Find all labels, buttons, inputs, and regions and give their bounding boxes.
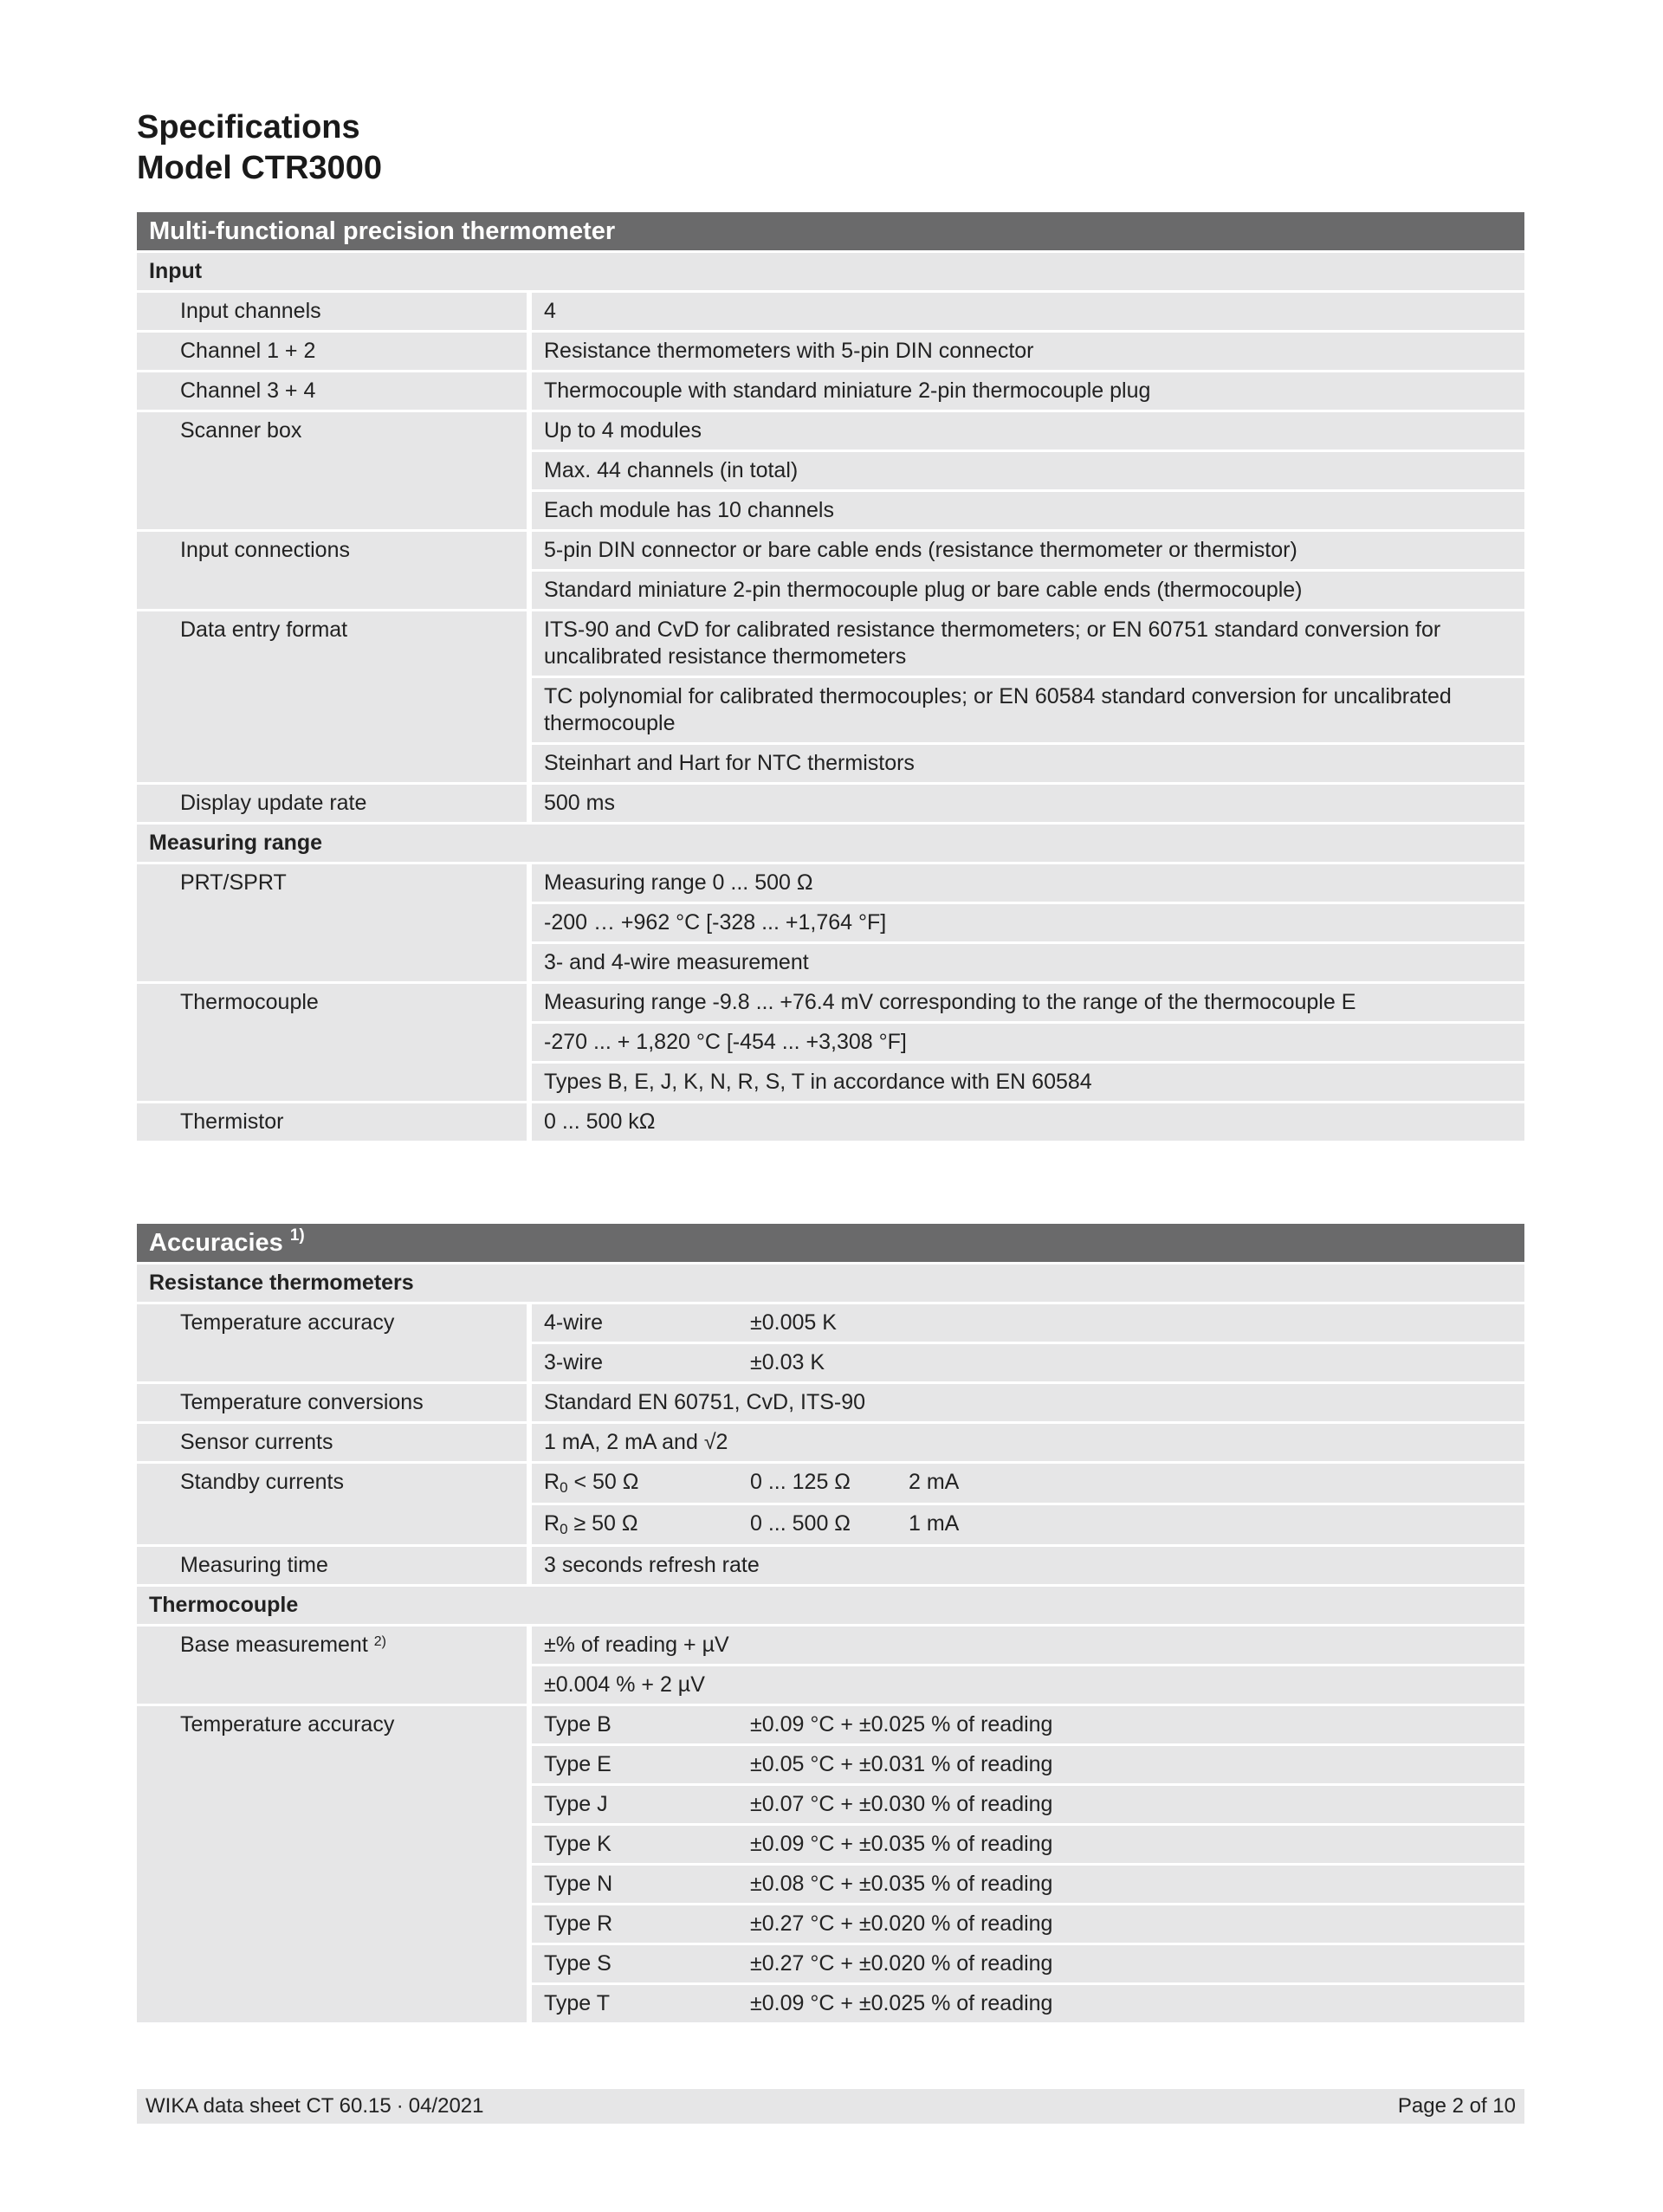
- title-specifications: Specifications: [137, 109, 360, 146]
- row-prt-sprt: [137, 864, 1524, 981]
- tc-type: Type E: [544, 1752, 611, 1776]
- label-thermistor: Thermistor: [137, 1103, 527, 1141]
- label-input-connections: Input connections: [137, 532, 527, 609]
- footnote-marker: 2): [373, 1634, 386, 1649]
- label-standby-currents: Standby currents: [137, 1464, 527, 1544]
- group-resistance-thermometers: Resistance thermometers: [137, 1264, 1524, 1302]
- value-sensor-currents: 1 mA, 2 mA and √2: [532, 1424, 1524, 1461]
- tc-accuracy: ±0.27 °C + ±0.020 % of reading: [750, 1911, 1053, 1936]
- tc-type: Type S: [544, 1951, 611, 1976]
- value-display-update-rate: 500 ms: [532, 785, 1524, 822]
- label-measuring-time: Measuring time: [137, 1547, 527, 1584]
- value-scanner-box: Each module has 10 channels: [532, 492, 1524, 529]
- value-scanner-box: Max. 44 channels (in total): [532, 452, 1524, 489]
- tc-accuracy: ±0.09 °C + ±0.025 % of reading: [750, 1991, 1053, 2015]
- tc-type: Type B: [544, 1712, 611, 1737]
- row-temperature-conversions: [137, 1384, 1524, 1421]
- tc-type: Type N: [544, 1872, 613, 1896]
- value-channel-1-2: Resistance thermometers with 5-pin DIN connector: [532, 333, 1524, 370]
- value-data-entry-format: TC polynomial for calibrated thermocouples; or EN 60584 standard conversion for uncalibrated thermocouple: [532, 678, 1524, 742]
- row-channel-1-2: [137, 333, 1524, 370]
- label-data-entry-format: Data entry format: [137, 611, 527, 782]
- label-prt-sprt: PRT/SPRT: [137, 864, 527, 981]
- row-sensor-currents: [137, 1424, 1524, 1461]
- row-standby-currents: [137, 1464, 1524, 1544]
- value-thermistor: 0 ... 500 kΩ: [532, 1103, 1524, 1141]
- value-input-channels: 4: [532, 293, 1524, 330]
- label-tc-temperature-accuracy: Temperature accuracy: [137, 1706, 527, 2022]
- row-scanner-box: [137, 412, 1524, 529]
- tc-type: Type J: [544, 1792, 608, 1816]
- tc-accuracy: ±0.09 °C + ±0.025 % of reading: [750, 1712, 1053, 1737]
- tc-type: Type T: [544, 1991, 610, 2015]
- value-scanner-box: Up to 4 modules: [532, 412, 1524, 450]
- row-data-entry-format: [137, 611, 1524, 782]
- row-base-measurement: [137, 1627, 1524, 1704]
- wire-type: 3-wire: [544, 1350, 604, 1374]
- group-input: Input: [137, 253, 1524, 290]
- value-thermocouple-range: Measuring range -9.8 ... +76.4 mV corresponding to the range of the thermocouple E: [532, 984, 1524, 1021]
- label-channel-1-2: Channel 1 + 2: [137, 333, 527, 370]
- value-data-entry-format: ITS-90 and CvD for calibrated resistance thermometers; or EN 60751 standard conversion for uncalibrated resistance thermometers: [532, 611, 1524, 676]
- tc-accuracy: ±0.08 °C + ±0.035 % of reading: [750, 1872, 1053, 1896]
- row-input-channels: [137, 293, 1524, 330]
- page-title: [137, 107, 382, 189]
- section-header-thermometer: Multi-functional precision thermometer: [137, 212, 1524, 250]
- value-standby-current: [532, 1505, 1524, 1544]
- value-input-connections: Standard miniature 2-pin thermocouple plug or bare cable ends (thermocouple): [532, 572, 1524, 609]
- row-tc-temperature-accuracy: [137, 1706, 1524, 2022]
- group-measuring-range: Measuring range: [137, 825, 1524, 862]
- value-prt-sprt: -200 … +962 °C [-328 ... +1,764 °F]: [532, 904, 1524, 941]
- label-temperature-accuracy: Temperature accuracy: [137, 1304, 527, 1381]
- label-input-channels: Input channels: [137, 293, 527, 330]
- standby-current: 1 mA: [909, 1511, 960, 1536]
- section-accuracies: [137, 1224, 1524, 2025]
- label-base-measurement: Base measurement $^{2)}$: [137, 1627, 527, 1704]
- row-display-update-rate: [137, 785, 1524, 822]
- value-type-accuracy: [532, 1905, 1524, 1943]
- row-thermocouple-range: [137, 984, 1524, 1101]
- row-measuring-time: [137, 1547, 1524, 1584]
- label-sensor-currents: Sensor currents: [137, 1424, 527, 1461]
- r0-condition: R $_0$ ≥ 50 Ω: [544, 1511, 638, 1537]
- tc-accuracy: ±0.27 °C + ±0.020 % of reading: [750, 1951, 1053, 1976]
- label-channel-3-4: Channel 3 + 4: [137, 372, 527, 410]
- label-display-update-rate: Display update rate: [137, 785, 527, 822]
- value-type-accuracy: [532, 1706, 1524, 1743]
- group-thermocouple: Thermocouple: [137, 1587, 1524, 1624]
- value-type-accuracy: [532, 1786, 1524, 1823]
- value-thermocouple-range: -270 ... + 1,820 °C [-454 ... +3,308 °F]: [532, 1024, 1524, 1061]
- value-base-measurement: ±0.004 % + 2 µV: [532, 1666, 1524, 1704]
- value-standby-current: [532, 1464, 1524, 1503]
- value-type-accuracy: [532, 1866, 1524, 1903]
- value-prt-sprt: 3- and 4-wire measurement: [532, 944, 1524, 981]
- row-thermistor: [137, 1103, 1524, 1141]
- value-input-connections: 5-pin DIN connector or bare cable ends (resistance thermometer or thermistor): [532, 532, 1524, 569]
- label-thermocouple: Thermocouple: [137, 984, 527, 1101]
- tc-accuracy: ±0.09 °C + ±0.035 % of reading: [750, 1832, 1053, 1856]
- value-type-accuracy: [532, 1985, 1524, 2022]
- value-wire-accuracy: [532, 1304, 1524, 1342]
- value-type-accuracy: [532, 1945, 1524, 1982]
- tc-type: Type K: [544, 1832, 611, 1856]
- accuracies-title: Accuracies: [149, 1229, 283, 1257]
- value-type-accuracy: [532, 1826, 1524, 1863]
- value-temperature-conversions: Standard EN 60751, CvD, ITS-90: [532, 1384, 1524, 1421]
- value-measuring-time: 3 seconds refresh rate: [532, 1547, 1524, 1584]
- footer-datasheet: WIKA data sheet CT 60.15 ∙ 04/2021: [146, 2094, 484, 2118]
- resistance-range: 0 ... 500 Ω: [750, 1511, 851, 1536]
- r0-condition: R $_0$ < 50 Ω: [544, 1470, 639, 1496]
- row-rt-temperature-accuracy: [137, 1304, 1524, 1381]
- row-input-connections: [137, 532, 1524, 609]
- section-thermometer: [137, 212, 1524, 1143]
- standby-current: 2 mA: [909, 1470, 960, 1494]
- value-base-measurement: ±% of reading + µV: [532, 1627, 1524, 1664]
- label-temperature-conversions: Temperature conversions: [137, 1384, 527, 1421]
- row-channel-3-4: [137, 372, 1524, 410]
- value-type-accuracy: [532, 1746, 1524, 1783]
- title-model: Model CTR3000: [137, 150, 382, 186]
- value-data-entry-format: Steinhart and Hart for NTC thermistors: [532, 745, 1524, 782]
- resistance-range: 0 ... 125 Ω: [750, 1470, 851, 1494]
- footer-page-number: Page 2 of 10: [1397, 2094, 1516, 2118]
- value-wire-accuracy: [532, 1344, 1524, 1381]
- tc-type: Type R: [544, 1911, 613, 1936]
- value-channel-3-4: Thermocouple with standard miniature 2-pin thermocouple plug: [532, 372, 1524, 410]
- page-footer: [137, 2089, 1524, 2124]
- wire-accuracy: ±0.005 K: [750, 1310, 837, 1335]
- tc-accuracy: ±0.07 °C + ±0.030 % of reading: [750, 1792, 1053, 1816]
- value-prt-sprt: Measuring range 0 ... 500 Ω: [532, 864, 1524, 902]
- label-scanner-box: Scanner box: [137, 412, 527, 529]
- wire-type: 4-wire: [544, 1310, 604, 1335]
- section-header-accuracies: [137, 1224, 1524, 1262]
- value-thermocouple-range: Types B, E, J, K, N, R, S, T in accordance with EN 60584: [532, 1064, 1524, 1101]
- tc-accuracy: ±0.05 °C + ±0.031 % of reading: [750, 1752, 1053, 1776]
- footnote-marker: 1): [289, 1226, 305, 1245]
- wire-accuracy: ±0.03 K: [750, 1350, 825, 1374]
